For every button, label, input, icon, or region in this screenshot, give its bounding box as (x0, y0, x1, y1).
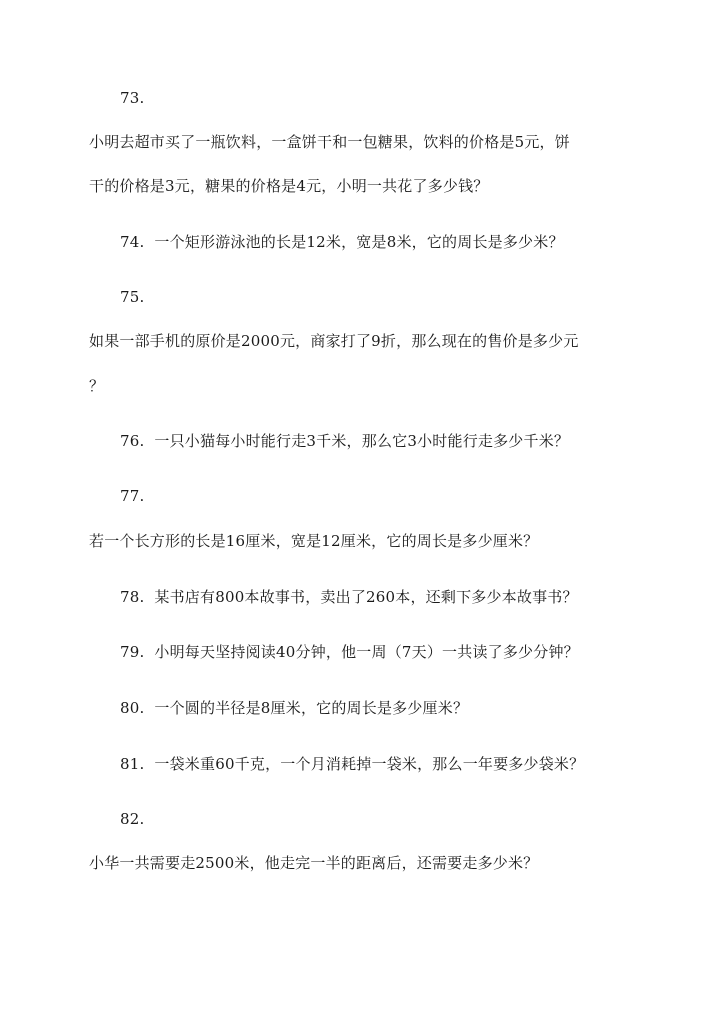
question-79 (120, 642, 579, 662)
question-81-text: 一袋米重60千克，一个月消耗掉一袋米，那么一年要多少袋米？ (154, 755, 585, 773)
question-79-number: 79. (120, 643, 145, 661)
question-80-text: 一个圆的半径是8厘米，它的周长是多少厘米？ (154, 699, 469, 717)
question-76 (120, 431, 569, 451)
question-77-line-1: 若一个长方形的长是16厘米，宽是12厘米，它的周长是多少厘米？ (89, 532, 539, 550)
question-78-text: 某书店有800本故事书，卖出了260本，还剩下多少本故事书？ (154, 588, 578, 606)
question-78 (120, 587, 578, 607)
question-74-text: 一个矩形游泳池的长是12米，宽是8米，它的周长是多少米？ (154, 233, 564, 251)
question-73-number: 73. (120, 89, 145, 107)
question-79-text: 小明每天坚持阅读40分钟，他一周（7天）一共读了多少分钟？ (154, 643, 579, 661)
question-76-number: 76. (120, 432, 145, 450)
question-81-number: 81. (120, 755, 145, 773)
question-73-line-1: 小明去超市买了一瓶饮料，一盒饼干和一包糖果，饮料的价格是5元，饼 (89, 133, 570, 151)
question-80-number: 80. (120, 699, 145, 717)
question-74 (120, 232, 564, 252)
question-80 (120, 698, 468, 718)
question-75-number: 75. (120, 288, 145, 306)
question-78-number: 78. (120, 588, 145, 606)
question-76-text: 一只小猫每小时能行走3千米，那么它3小时能行走多少千米？ (154, 432, 570, 450)
question-73-line-2: 干的价格是3元，糖果的价格是4元，小明一共花了多少钱？ (89, 177, 489, 195)
question-82-line-1: 小华一共需要走2500米，他走完一半的距离后，还需要走多少米？ (89, 854, 539, 872)
question-77-number: 77. (120, 487, 145, 505)
question-74-number: 74. (120, 233, 145, 251)
question-75-line-2: ？ (89, 377, 105, 395)
question-75-line-1: 如果一部手机的原价是2000元，商家打了9折，那么现在的售价是多少元 (89, 332, 579, 350)
question-82-number: 82. (120, 810, 145, 828)
question-81 (120, 754, 584, 774)
